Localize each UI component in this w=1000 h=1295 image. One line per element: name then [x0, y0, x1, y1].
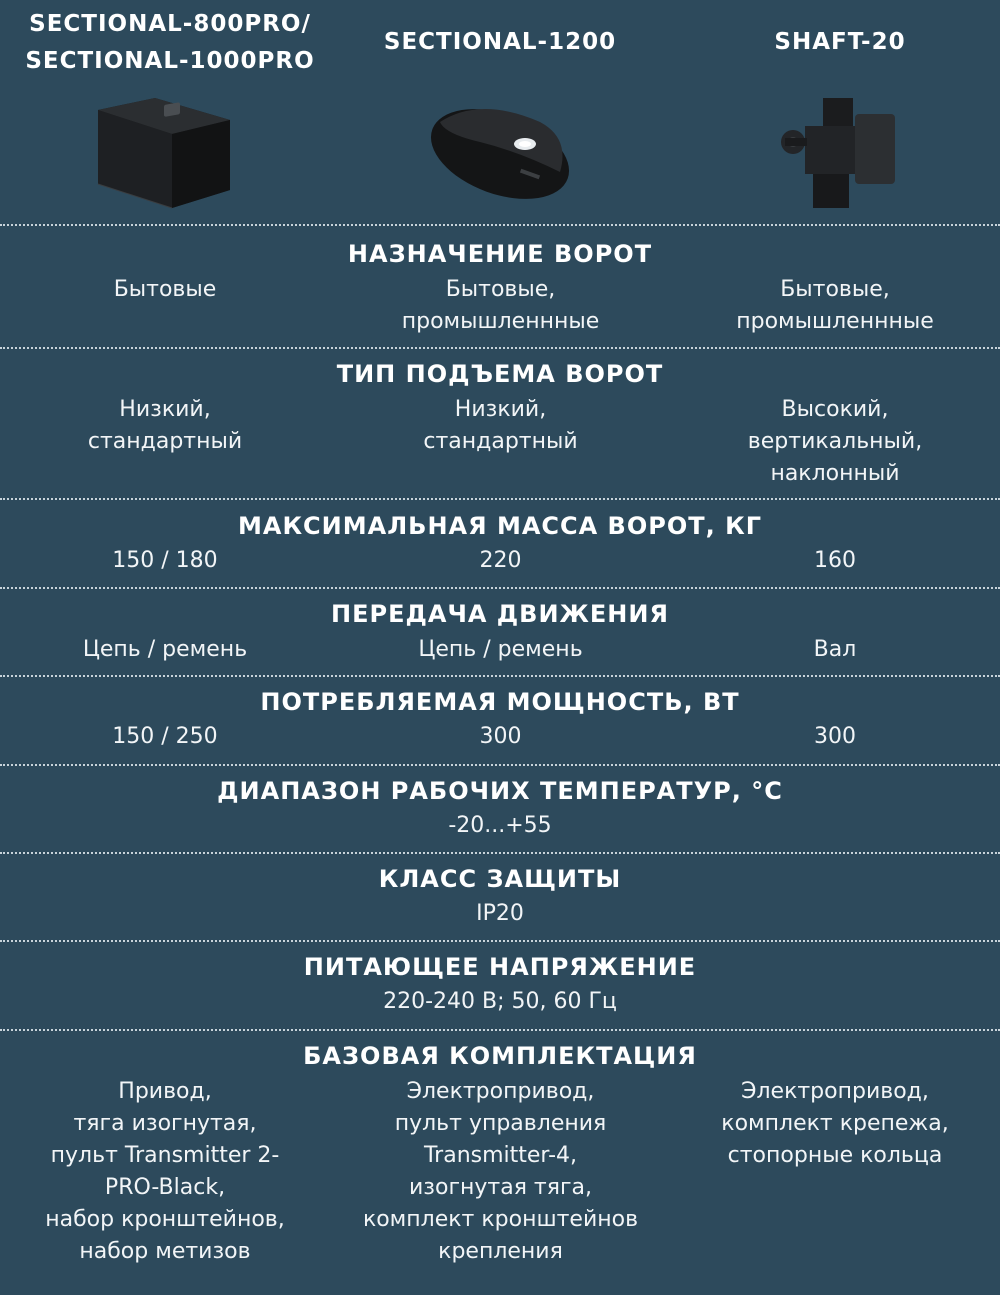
spec-title: ДИАПАЗОН РАБОЧИХ ТЕМПЕРАТУР, °С [217, 777, 783, 805]
column-title-sectional-800pro: SECTIONAL-800PRO/ SECTIONAL-1000PRO [25, 11, 315, 74]
spec-row-protection-class [0, 852, 1000, 941]
shaft-20-opener-image [775, 92, 900, 212]
column-title-shaft-20: SHAFT-20 [774, 29, 906, 55]
spec-value: 150 / 250 [112, 724, 218, 749]
spec-title: ПЕРЕДАЧА ДВИЖЕНИЯ [331, 600, 669, 628]
spec-value: 300 [814, 724, 856, 749]
spec-title: МАКСИМАЛЬНАЯ МАССА ВОРОТ, КГ [237, 512, 762, 540]
spec-value: Цепь / ремень [418, 637, 583, 662]
spec-value: Бытовые [113, 277, 217, 302]
spec-value: Низкий, стандартный [87, 397, 243, 454]
spec-value: -20...+55 [448, 813, 552, 838]
spec-row-supply-voltage [0, 940, 1000, 1029]
spec-title: ТИП ПОДЪЕМА ВОРОТ [336, 360, 664, 388]
spec-row-power [0, 675, 1000, 764]
spec-value: 220-240 В; 50, 60 Гц [383, 989, 617, 1014]
spec-value: Бытовые, промышленнные [736, 277, 934, 334]
spec-value: 220 [479, 548, 522, 573]
spec-value: Электропривод, пульт управления Transmitter-4, изогнутая тяга, комплект кронштейнов крепления [362, 1079, 639, 1264]
spec-value: Привод, тяга изогнутая, пульт Transmitter 2- PRO-Black, набор кронштейнов, набор метизов [45, 1079, 285, 1264]
column-title-sectional-1200: SECTIONAL-1200 [383, 29, 617, 55]
spec-value: 300 [479, 724, 522, 749]
spec-value: Цепь / ремень [82, 637, 248, 662]
spec-value: Низкий, стандартный [423, 397, 578, 454]
spec-value: Электропривод, комплект крепежа, стопорные кольца [721, 1079, 949, 1168]
spec-title: ПИТАЮЩЕЕ НАПРЯЖЕНИЕ [303, 953, 697, 981]
spec-row-lift-type [0, 347, 1000, 499]
spec-title: НАЗНАЧЕНИЕ ВОРОТ [347, 240, 653, 268]
sectional-800pro-opener-image [90, 92, 240, 212]
products-header [0, 0, 1000, 224]
spec-value: 150 / 180 [112, 548, 218, 573]
spec-row-temperature-range [0, 764, 1000, 853]
spec-row-gate-purpose [0, 224, 1000, 348]
spec-row-base-kit [0, 1029, 1000, 1295]
spec-title: БАЗОВАЯ КОМПЛЕКТАЦИЯ [303, 1042, 697, 1070]
spec-row-max-weight [0, 498, 1000, 588]
spec-value: Бытовые, промышленнные [401, 277, 600, 334]
spec-title: КЛАСС ЗАЩИТЫ [378, 865, 622, 893]
sectional-1200-opener-image [420, 92, 580, 212]
spec-value: Вал [813, 637, 857, 662]
spec-value: IP20 [476, 901, 524, 926]
spec-value: Высокий, вертикальный, наклонный [747, 397, 923, 486]
spec-title: ПОТРЕБЛЯЕМАЯ МОЩНОСТЬ, ВТ [260, 688, 740, 716]
spec-value: 160 [814, 548, 856, 573]
spec-row-drive-transmission [0, 587, 1000, 676]
